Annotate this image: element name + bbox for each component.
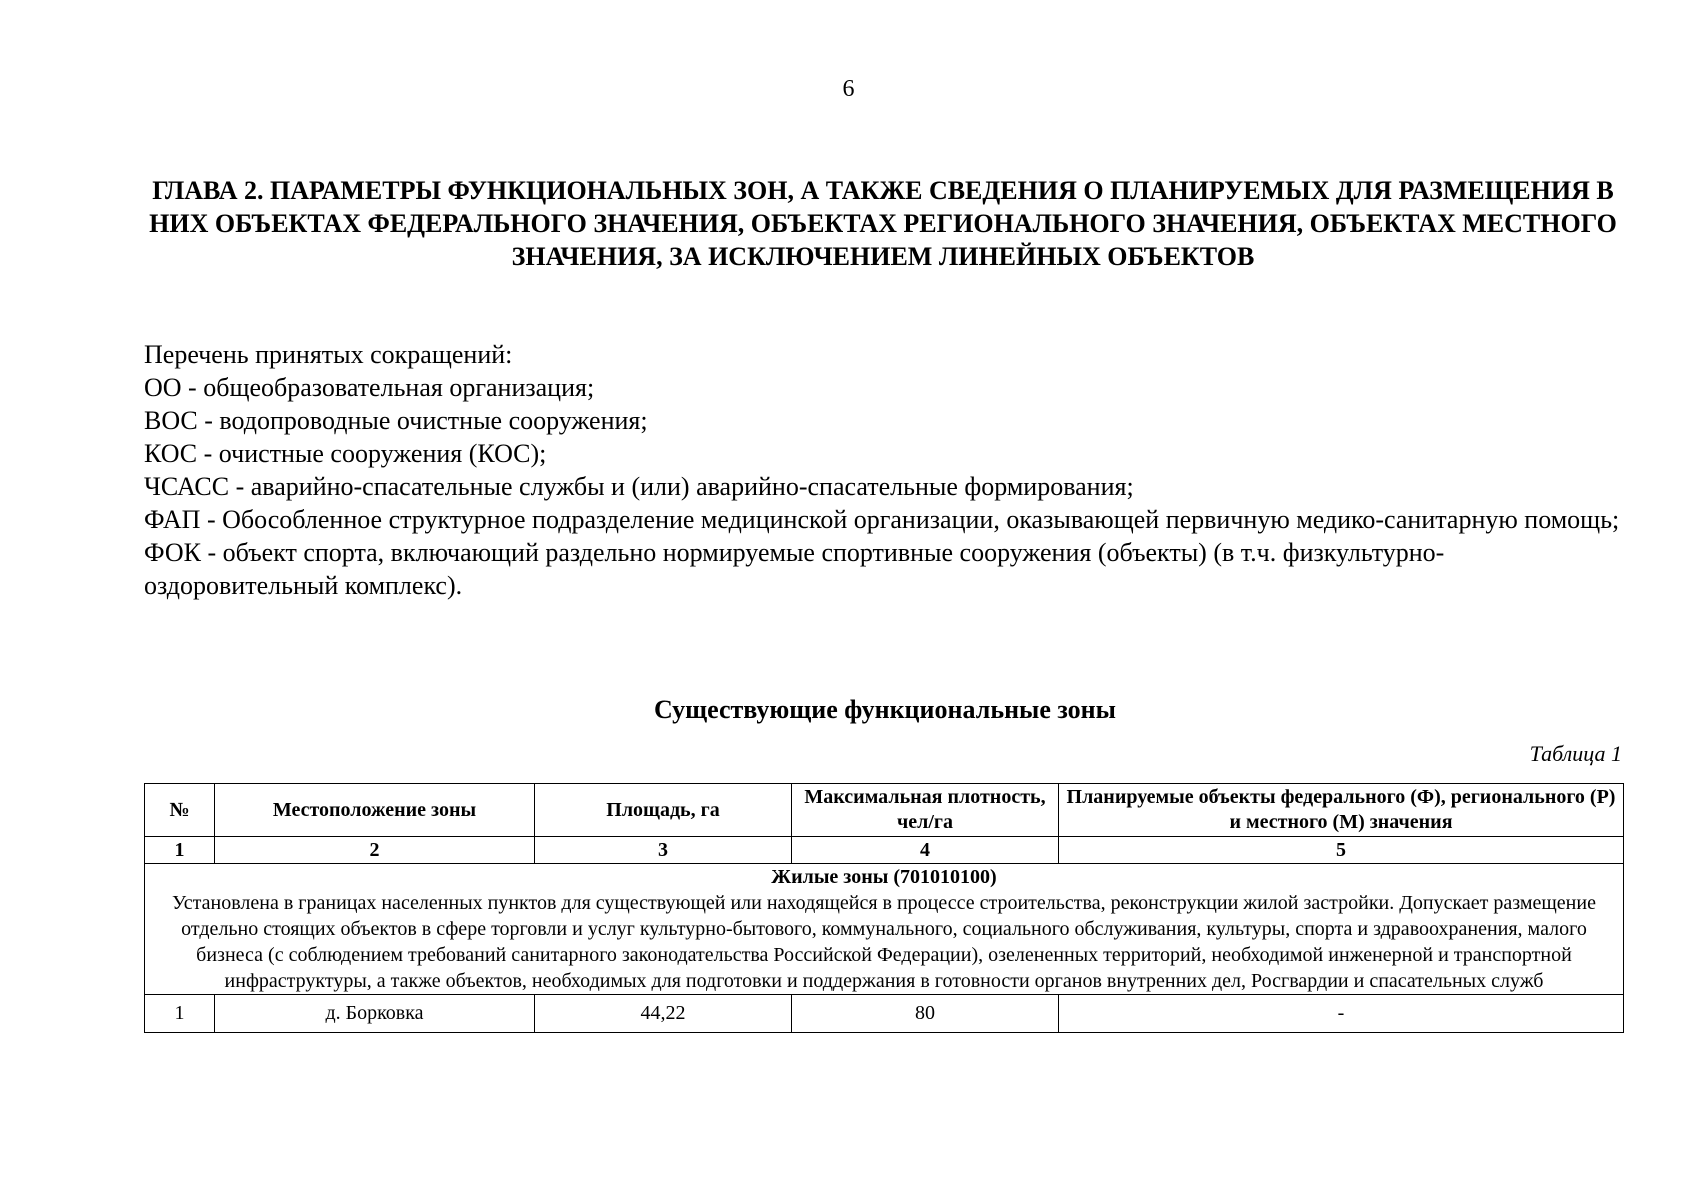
abbreviation-item: КОС - очистные сооружения (КОС);: [144, 439, 547, 468]
table-row: [145, 995, 1624, 1033]
zones-table: [144, 783, 1624, 1033]
column-number: 1: [145, 837, 215, 864]
planned-objects-cell: -: [1059, 995, 1624, 1033]
row-number-cell: 1: [145, 995, 215, 1033]
column-number: 5: [1059, 837, 1624, 864]
column-header-density: Максимальная плотность, чел/га: [792, 784, 1059, 837]
table-caption: Таблица 1: [1529, 741, 1622, 766]
column-number: 3: [535, 837, 792, 864]
table-header-row: [145, 784, 1624, 837]
column-number: 4: [792, 837, 1059, 864]
chapter-title: ГЛАВА 2. ПАРАМЕТРЫ ФУНКЦИОНАЛЬНЫХ ЗОН, А ТАКЖЕ СВЕДЕНИЯ О ПЛАНИРУЕМЫХ ДЛЯ РАЗМЕЩЕНИЯ В НИХ ОБЪЕКТАХ ФЕДЕРАЛЬНОГО ЗНАЧЕНИЯ, ОБЪЕКТАХ РЕГИОНАЛЬНОГО ЗНАЧЕНИЯ, ОБЪЕКТАХ МЕСТНОГО ЗНАЧЕНИЯ, ЗА ИСКЛЮЧЕНИЕМ ЛИНЕЙНЫХ ОБЪЕКТОВ: [149, 176, 1617, 271]
density-cell: 80: [792, 995, 1059, 1033]
abbreviation-item: ФАП - Обособленное структурное подразделение медицинской организации, оказывающей первичную медико-санитарную помощь;: [144, 505, 1620, 534]
column-header-number: №: [145, 784, 215, 837]
page-number: 6: [842, 76, 855, 102]
column-header-location: Местоположение зоны: [215, 784, 535, 837]
column-header-planned-objects: Планируемые объекты федерального (Ф), регионального (Р) и местного (М) значения: [1059, 784, 1624, 837]
section-heading: Существующие функциональные зоны: [654, 695, 1116, 724]
abbreviation-item: ФОК - объект спорта, включающий раздельно нормируемые спортивные сооружения (объекты) (в т.ч. физкультурно-оздоровительный комплекс).: [144, 538, 1445, 600]
abbreviations-intro: Перечень принятых сокращений:: [144, 340, 513, 369]
column-numbers-row: [145, 837, 1624, 864]
zone-section-description: Установлена в границах населенных пунктов для существующей или находящейся в процессе строительства, реконструкции жилой застройки. Допускает размещение отдельно стоящих объектов в сфере торговли и услуг культурно-бытового, коммунального, социального обслуживания, культуры, спорта и здравоохранения, малого бизнеса (с соблюдением требований санитарного законодательства Российской Федерации), озелененных территорий, необходимой инженерной и транспортной инфраструктуры, а также объектов, необходимых для подготовки и поддержания в готовности органов внутренних дел, Росгвардии и спасательных служб: [172, 892, 1596, 992]
zone-section-title: Жилые зоны (701010100): [771, 866, 997, 888]
column-number: 2: [215, 837, 535, 864]
abbreviations-list: [144, 338, 1622, 602]
zone-section-cell: [145, 864, 1624, 995]
abbreviation-item: ОО - общеобразовательная организация;: [144, 373, 595, 402]
location-cell: д. Борковка: [215, 995, 535, 1033]
zone-section-row: [145, 864, 1624, 995]
abbreviation-item: ВОС - водопроводные очистные сооружения;: [144, 406, 648, 435]
abbreviation-item: ЧСАСС - аварийно-спасательные службы и (или) аварийно-спасательные формирования;: [144, 472, 1134, 501]
area-cell: 44,22: [535, 995, 792, 1033]
column-header-area: Площадь, га: [535, 784, 792, 837]
